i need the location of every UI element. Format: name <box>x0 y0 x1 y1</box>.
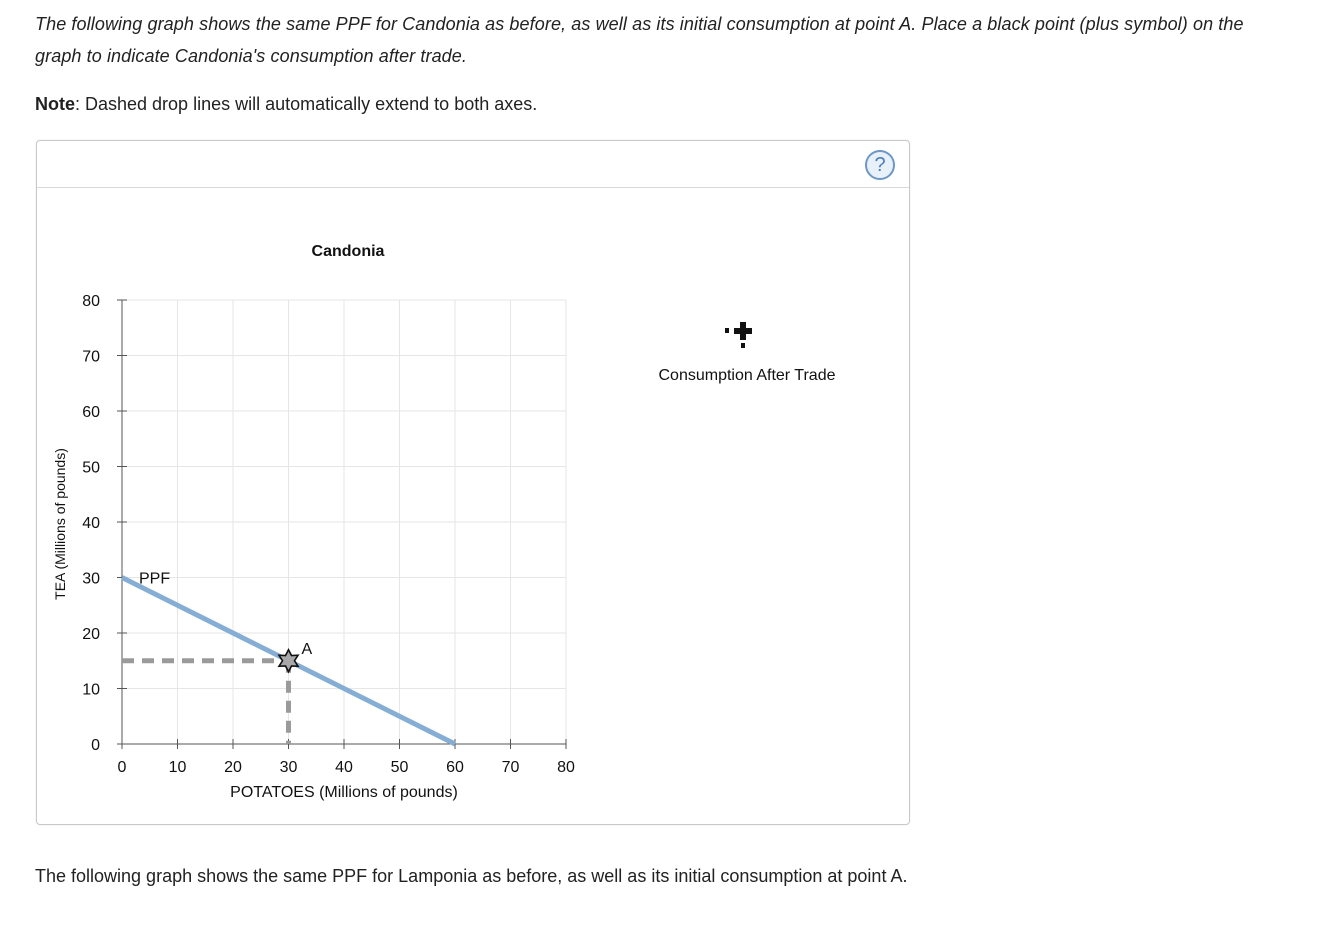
y-tick-label: 40 <box>82 515 100 532</box>
consumption-after-trade-tool[interactable] <box>725 322 752 348</box>
y-tick-label: 60 <box>82 404 100 421</box>
y-axis-label: TEA (Millions of pounds) <box>52 448 68 600</box>
x-tick-label: 60 <box>446 759 464 776</box>
y-tick-label: 50 <box>82 459 100 477</box>
ppf-chart[interactable] <box>37 141 909 824</box>
instructions-text: The following graph shows the same PPF for Candonia as before, as well as its initial consumption at point A. Place a black point (plus symbol) on the graph to indicate Candonia's consumption after trade. <box>35 14 1244 66</box>
point-a-marker[interactable] <box>279 650 298 672</box>
grid <box>122 300 566 744</box>
point-a-label: A <box>301 640 313 658</box>
plus-symbol-dash-left <box>725 328 729 333</box>
y-tick-label: 0 <box>91 737 100 754</box>
x-tick-label: 70 <box>501 759 520 776</box>
note-body: : Dashed drop lines will automatically extend to both axes. <box>75 94 538 114</box>
x-tick-label: 10 <box>168 759 187 776</box>
x-tick-label: 0 <box>117 759 127 776</box>
y-tick-label: 20 <box>82 626 100 643</box>
footer-text: The following graph shows the same PPF for Lamponia as before, as well as its initial consumption at point A. <box>35 866 908 886</box>
note-text <box>35 90 537 118</box>
graph-panel <box>36 140 910 825</box>
ppf-label: PPF <box>139 570 171 588</box>
note-label: Note <box>35 94 75 114</box>
x-tick-label: 80 <box>557 759 575 776</box>
legend-label: Consumption After Trade <box>658 367 836 384</box>
x-tick-label: 30 <box>279 759 298 776</box>
x-tick-label: 20 <box>224 759 242 776</box>
plus-symbol-icon-bar <box>734 328 752 334</box>
x-tick-label: 50 <box>390 759 409 776</box>
plus-symbol-dash-bottom <box>741 343 745 348</box>
y-tick-label: 70 <box>82 348 100 366</box>
x-axis-label: POTATOES (Millions of pounds) <box>230 784 458 801</box>
y-tick-label: 80 <box>82 293 100 310</box>
help-button[interactable]: ? <box>865 150 895 180</box>
y-tick-label: 10 <box>82 681 100 699</box>
x-tick-label: 40 <box>335 759 353 776</box>
y-tick-label: 30 <box>82 570 100 588</box>
axes <box>82 293 575 776</box>
chart-title: Candonia <box>311 243 385 260</box>
